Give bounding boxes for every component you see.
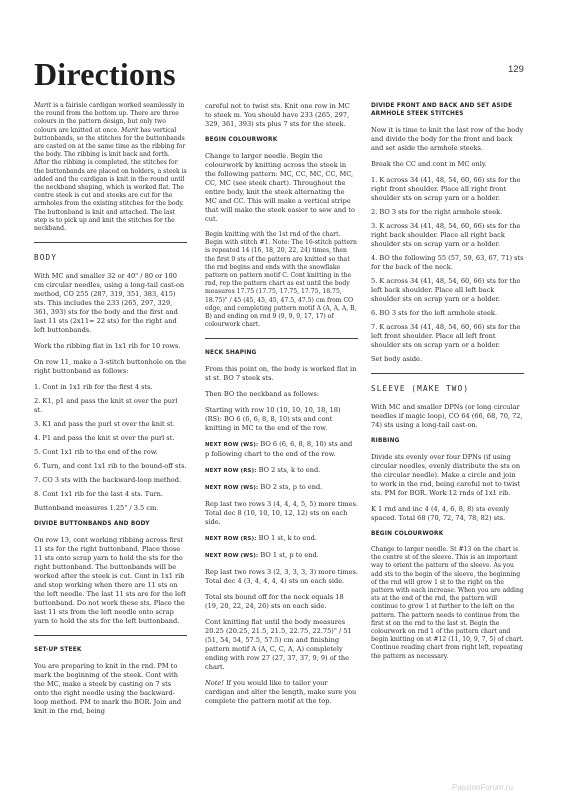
- divide-step: 1. K across 34 (41, 48, 54, 60, 66) sts for the right front shoulder. Place all right front shoulder sts on scrap yarn or a holder.: [371, 176, 521, 202]
- row-label: NEXT ROW (WS):: [205, 442, 259, 449]
- neck-paragraph-1: From this point on, the body is worked flat in st st. BO 7 steek sts.: [205, 365, 357, 383]
- next-row-3: [205, 483, 358, 493]
- next-row-4: [205, 534, 358, 544]
- note-paragraph: [205, 679, 358, 706]
- row-label: NEXT ROW (RS):: [205, 536, 257, 543]
- step-item: 5. Cont 1x1 rib to the end of the row.: [34, 448, 158, 457]
- divide-step: 7. K across 34 (41, 48, 54, 60, 66) sts for the left front shoulder. Place all left front shoulder sts on scrap yarn or a holder.: [371, 323, 521, 349]
- divider: [34, 242, 187, 243]
- row-text: BO 2 sts, k to end.: [258, 466, 321, 475]
- colourwork-paragraph-2: Begin knitting with the 1st rnd of the chart. Begin with stitch #1. Note: The 16-stitch pattern is repeated 14 (16, 18, 20, 22, 24) times, then the first 9 sts of the pattern are knitted so that the rnd begins and ends with the snowflake pattern on pattern motif C. Cont knitting in the rnd, rep the pattern chart as est until the body measures 17.75 (17.75, 17.75, 17.75, 18.75, 18.75)" / 45 (45, 45, 45, 47.5, 47.5) cm from CO edge, and completing pattern motif A (A, A, A, B, B) and ending on rnd 9 (9, 9, 9, 17, 17) of colourwork chart.: [205, 231, 357, 329]
- divide-step: 5. K across 34 (41, 48, 54, 60, 66) sts for the left back shoulder. Place all left back shoulder sts on scrap yarn or a holder.: [371, 277, 521, 303]
- next-row-1: [205, 440, 358, 459]
- flat-paragraph: Cont knitting flat until the body measures 20.25 (20.25, 21.5, 21.5, 22.75, 22.75)" / 51 (51, 54, 54, 57.5, 57.5) cm and finishing pattern motif A (A, C, C, A, A) completely ending with row 27 (27, 37, 37, 9, 9) of the chart.: [205, 618, 352, 672]
- ribbing-paragraph-2: K 1 rnd and inc 4 (4, 4, 6, 8, 8) sts evenly spaced. Total 68 (70, 72, 74, 78, 82) sts.: [371, 505, 510, 522]
- column-1: [34, 102, 187, 723]
- buttonband-measure: Buttonband measures 1.25" / 3.5 cm.: [34, 504, 159, 513]
- body-paragraph-2: Work the ribbing flat in 1x1 rib for 10 rows.: [34, 342, 181, 351]
- step-item: 2. K1, p1 and pass the knit st over the purl st.: [34, 397, 178, 415]
- divide-heading: DIVIDE BUTTONBANDS AND BODY: [34, 521, 150, 528]
- page-title: Directions: [34, 56, 176, 92]
- sleeve-heading: SLEEVE (MAKE TWO): [371, 384, 470, 393]
- watermark: PassionForum.ru: [452, 783, 513, 792]
- row-label: NEXT ROW (WS):: [205, 553, 259, 560]
- step-item: 8. Cont 1x1 rib for the last 4 sts. Turn.: [34, 490, 163, 499]
- sleeve-colourwork-heading: BEGIN COLOURWORK: [371, 531, 444, 537]
- divide-paragraph: On row 13, cont working ribbing across first 11 sts for the right buttonband. Place those 11 sts onto scrap yarn to hold the sts for the right buttonband. The buttonbands will be worked after the steek is cut. Cont in 1x1 rib and stop working when there are 11 sts on the left needle. The last 11 sts are for the left buttonband. Do not work these sts. Place the last 11 sts from the left needle onto scrap yarn to hold the sts for the left buttonband.: [34, 536, 187, 626]
- column-3: [371, 102, 524, 668]
- step-item: 4. P1 and pass the knit st over the purl st.: [34, 434, 175, 443]
- divide-paragraph-2: Break the CC and cont in MC only.: [371, 160, 487, 168]
- row-label: NEXT ROW (RS):: [205, 468, 257, 475]
- intro-text: is a fairisle cardigan worked seamlessly in the round from the bottom up. There are three colours in the pattern design, but only two colours are knitted at once.: [34, 102, 185, 134]
- neck-heading: NECK SHAPING: [205, 350, 257, 357]
- row-text: BO 6 (6, 6, 8, 8, 10) sts and p following chart to the end of the row.: [205, 440, 353, 459]
- colourwork-paragraph-1: Change to larger needle. Begin the colourwork by knitting across the steek in the following pattern: MC, CC, MC, CC, MC, CC, MC (see steek chart). Throughout the entire body, knit the steek alternating the MC and CC. This will make a vertical stripe that will make the steek easier to sew and to cut.: [205, 152, 355, 223]
- sleeve-paragraph: With MC and smaller DPNs (or long circular needles if magic loop), CO 64 (66, 68, 70, 72, 74) sts using a long-tail cast-on.: [371, 403, 523, 429]
- divide-step: 4. BO the following 55 (57, 59, 63, 67, 71) sts for the back of the neck.: [371, 254, 524, 271]
- divider: [205, 338, 358, 339]
- ribbing-paragraph-1: Divide sts evenly over four DPNs (if using circular needles, evenly distribute the sts on the circular needle). Make a circle and join to work in the rnd, being careful not to twist sts. PM for BOR. Work 12 rnds of 1x1 rib.: [371, 453, 521, 497]
- divide-step: 3. K across 34 (41, 48, 54, 60, 66) sts for the right back shoulder. Place all right back shoulder sts on scrap yarn or a holder.: [371, 222, 521, 248]
- row-label: NEXT ROW (WS):: [205, 485, 259, 492]
- next-row-2: [205, 466, 358, 476]
- body-paragraph-3: On row 11, make a 3-stitch buttonhole on the right buttonband as follows:: [34, 358, 187, 376]
- divider: [371, 373, 524, 374]
- divide-step: 2. BO 3 sts for the right armhole steek.: [371, 208, 503, 216]
- continued-paragraph: careful not to twist sts. Knit one row in MC to steek m. You should have 233 (265, 297, 329, 361, 393) sts plus 7 sts for the steek.: [205, 102, 350, 128]
- step-item: 1. Cont in 1x1 rib for the first 4 sts.: [34, 383, 153, 392]
- divide-step: 6. BO 3 sts for the left armhole steek.: [371, 309, 497, 317]
- note-text: If you would like to tailor your cardigan and alter the length, make sure you complete the pattern motif at the top.: [205, 679, 357, 706]
- note-label: Note!: [205, 679, 224, 688]
- divide-front-back-heading: DIVIDE FRONT AND BACK AND SET ASIDE ARMHOLE STEEK STITCHES: [371, 103, 513, 117]
- row-text: BO 2 sts, p to end.: [260, 483, 323, 492]
- setup-heading: SET-UP STEEK: [34, 647, 82, 654]
- step-item: 3. K1 and pass the purl st over the knit st.: [34, 420, 175, 429]
- neck-paragraph-3: Starting with row 10 (10, 10, 10, 18, 18) (RS): BO 6 (6, 6, 8, 8, 10) sts and cont knitting in MC to the end of the row.: [205, 406, 341, 433]
- row-text: BO 1 st, k to end.: [258, 534, 317, 543]
- intro-text-2: has vertical buttonbands, so the stitches for the buttonbands are casted on at the same time as the ribbing for the body. The ribbing is knit back and forth. After the ribbing is completed, the stitches for the buttonbands are placed on holders, a steek is added and the cardigan is knit in the round until the neckband shaping, which is worked flat. The centre steek is cut and steeks are cut for the armholes from the existing stitches for the body. The buttonband is knit and attached. The last step is to pick up and knit the stitches for the neckband.: [34, 126, 187, 233]
- step-item: 7. CO 3 sts with the backward-loop method.: [34, 476, 182, 485]
- neck-paragraph-2: Then BO the neckband as follows:: [205, 390, 320, 399]
- intro-italic-2: Marit: [121, 126, 139, 134]
- column-2: [205, 102, 358, 713]
- divider: [34, 635, 187, 636]
- intro-paragraph: [34, 102, 187, 233]
- repeat-paragraph-1: Rep last two rows 3 (4, 4, 4, 5, 5) more times. Total dec 8 (10, 10, 10, 12, 12) sts on each side.: [205, 500, 358, 527]
- body-heading: BODY: [34, 253, 58, 263]
- sleeve-colourwork-paragraph: Change to larger needle. St #13 on the chart is the centre st of the sleeve. This is an important way to orient the pattern of the sleeve. As you add sts to the begin of the sleeve, the beginning of the rnd will grow 1 st to the right on the pattern with each increase. When you are adding sts at the end of the rnd, the pattern will continue to grow 1 st further to the left on the pattern. The pattern needs to continue from the first st on the rnd to the last st. Begin the colourwork on rnd 1 of the pattern chart and begin knitting on st #12 (11, 10, 9, 7, 5) of chart. Continue reading chart from right left, repeating the pattern as necessary.: [371, 546, 524, 660]
- intro-italic: Marit: [34, 102, 52, 109]
- ribbing-heading: RIBBING: [371, 438, 400, 444]
- next-row-5: [205, 551, 358, 561]
- body-paragraph-1: With MC and smaller 32 or 40" / 80 or 100 cm circular needles, using a long-tail cast-on method, CO 255 (287, 319, 351, 383, 415) sts. This includes the 233 (265, 297, 329, 361, 393) sts for the body and the first and last 11 sts (2x11= 22 sts) for the right and left buttonbands.: [34, 272, 185, 335]
- total-paragraph: Total sts bound off for the neck equals 18 (19, 20, 22, 24, 26) sts on each side.: [205, 593, 344, 611]
- page-number: 129: [508, 64, 524, 75]
- set-aside-text: Set body aside.: [371, 355, 423, 363]
- colourwork-heading: BEGIN COLOURWORK: [205, 137, 278, 143]
- repeat-paragraph-2: Rep last two rows 3 (2, 3, 3, 3, 3) more times. Total dec 4 (3, 4, 4, 4, 4) sts on each side.: [205, 568, 358, 586]
- row-text: BO 1 st, p to end.: [260, 551, 319, 560]
- setup-paragraph: You are preparing to knit in the rnd. PM to mark the beginning of the steek. Cont with the MC, make a steek by casting on 7 sts onto the right needle using the backward-loop method. PM to mark the BOR. Join and knit in the rnd, being: [34, 662, 182, 716]
- step-item: 6. Turn, and cont 1x1 rib to the bound-off sts.: [34, 462, 187, 471]
- divide-paragraph-1: Now it is time to knit the last row of the body and divide the body for the front and back and set aside the armhole steeks.: [371, 126, 524, 152]
